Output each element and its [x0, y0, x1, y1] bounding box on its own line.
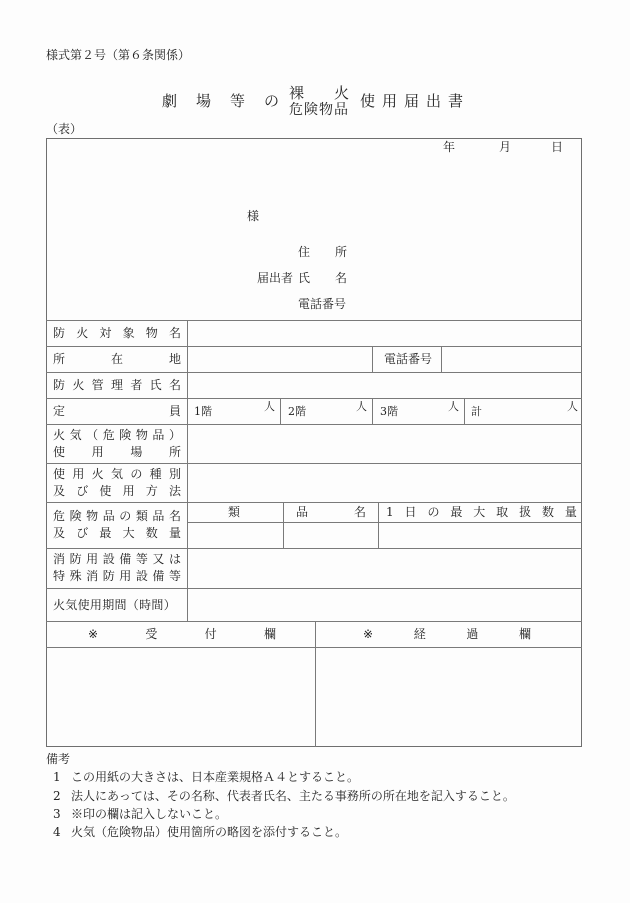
- address-label-char: 所: [335, 245, 348, 259]
- location-field[interactable]: [189, 348, 371, 371]
- name-label-char: 氏: [298, 271, 311, 285]
- use-place-label-line1: 火 気 （ 危 険 物 品 ）: [53, 428, 181, 442]
- note-text: この用紙の大きさは、日本産業規格Ａ４とすること。: [71, 770, 360, 784]
- addressee-suffix: 様: [247, 209, 260, 223]
- capacity-floor2-label: 2階: [288, 405, 306, 418]
- manager-name-label: 防 火 管 理 者 氏 名: [53, 378, 181, 392]
- period-field[interactable]: [189, 590, 581, 620]
- date-day-label: 日: [551, 140, 564, 154]
- equipment-label-line2: 特 殊 消 防 用 設 備 等: [53, 569, 181, 583]
- capacity-floor1-field[interactable]: [215, 400, 263, 423]
- note-text: 法人にあっては、その名称、代表者氏名、主たる事務所の所在地を記入すること。: [71, 789, 515, 803]
- notes-heading: 備考: [46, 752, 71, 766]
- capacity-unit: 人: [567, 400, 578, 413]
- location-phone-label: 電話番号: [384, 352, 433, 366]
- fire-type-label-line2: 及 び 使 用 方 法: [53, 484, 181, 498]
- title-stacked-top: 裸: [289, 84, 305, 102]
- equipment-label-line1: 消 防 用 設 備 等 又 は: [53, 552, 181, 566]
- title-char: 届: [404, 92, 420, 110]
- name-label-char: 名: [335, 271, 348, 285]
- location-label: 所 在 地: [53, 352, 181, 366]
- target-name-label: 防 火 対 象 物 名: [53, 326, 181, 340]
- note-text: 火気（危険物品）使用箇所の略図を添付すること。: [71, 825, 348, 839]
- addressee-field[interactable]: [60, 205, 240, 225]
- hazmat-col-max-quantity: 1 日 の 最 大 取 扱 数 量: [386, 505, 577, 519]
- capacity-label: 定 員: [53, 404, 181, 418]
- capacity-floor1-label: 1階: [194, 405, 212, 418]
- location-phone-field[interactable]: [443, 348, 581, 371]
- title-char: 出: [426, 92, 442, 110]
- target-name-field[interactable]: [189, 322, 581, 345]
- title-char: 書: [448, 92, 464, 110]
- hazmat-class-field[interactable]: [189, 524, 282, 547]
- title-char: の: [264, 92, 280, 110]
- form-number: 様式第２号（第６条関係）: [46, 48, 191, 62]
- applicant-address-field[interactable]: [360, 240, 578, 260]
- date-month-label: 月: [499, 140, 512, 154]
- hazmat-max-quantity-field[interactable]: [380, 524, 581, 547]
- title-char: 場: [196, 92, 212, 110]
- hazmat-label-line1: 危 険 物 品 の 類 品 名: [53, 509, 181, 523]
- use-place-label-line2: 使 用 場 所: [53, 445, 181, 459]
- applicant-phone-field[interactable]: [360, 292, 578, 312]
- fire-type-label-line1: 使 用 火 気 の 種 別: [53, 467, 181, 481]
- note-number: 2: [53, 789, 61, 803]
- progress-area: [317, 649, 581, 745]
- use-place-field[interactable]: [189, 426, 581, 462]
- capacity-floor3-label: 3階: [380, 405, 398, 418]
- note-number: 3: [53, 807, 61, 821]
- capacity-unit: 人: [356, 400, 367, 413]
- hazmat-col-name: 品 名: [296, 505, 366, 519]
- equipment-field[interactable]: [189, 550, 581, 587]
- note-number: 1: [53, 770, 61, 784]
- title-char: 等: [230, 92, 246, 110]
- period-label: 火気使用期間（時間）: [53, 598, 177, 612]
- title-char: 用: [382, 92, 398, 110]
- reception-column-header: ※ 受 付 欄: [88, 627, 276, 641]
- reception-area: [48, 649, 314, 745]
- date-year-label: 年: [443, 140, 456, 154]
- address-label-char: 住: [298, 245, 311, 259]
- hazmat-col-class: 類: [228, 505, 241, 519]
- side-label: （表）: [46, 122, 83, 136]
- note-number: 4: [53, 825, 61, 839]
- capacity-unit: 人: [448, 400, 459, 413]
- progress-column-header: ※ 経 過 欄: [363, 627, 531, 641]
- capacity-floor3-field[interactable]: [401, 400, 447, 423]
- note-text: ※印の欄は記入しないこと。: [71, 807, 228, 821]
- applicant-phone-label: 電話番号: [298, 297, 347, 311]
- hazmat-label-line2: 及 び 最 大 数 量: [53, 526, 181, 540]
- title-stacked-bottom: 危険物品: [289, 102, 349, 118]
- capacity-total-field[interactable]: [486, 400, 566, 423]
- capacity-floor2-field[interactable]: [309, 400, 355, 423]
- title-char: 使: [360, 92, 376, 110]
- applicant-label: 届出者: [257, 271, 294, 285]
- applicant-name-field[interactable]: [360, 266, 578, 286]
- fire-type-field[interactable]: [189, 465, 581, 501]
- capacity-total-label: 計: [471, 405, 482, 418]
- hazmat-name-field[interactable]: [285, 524, 377, 547]
- title-stacked-top: 火: [334, 84, 350, 102]
- capacity-unit: 人: [264, 400, 275, 413]
- title-char: 劇: [162, 92, 178, 110]
- date-field[interactable]: [380, 138, 580, 156]
- manager-name-field[interactable]: [189, 374, 581, 397]
